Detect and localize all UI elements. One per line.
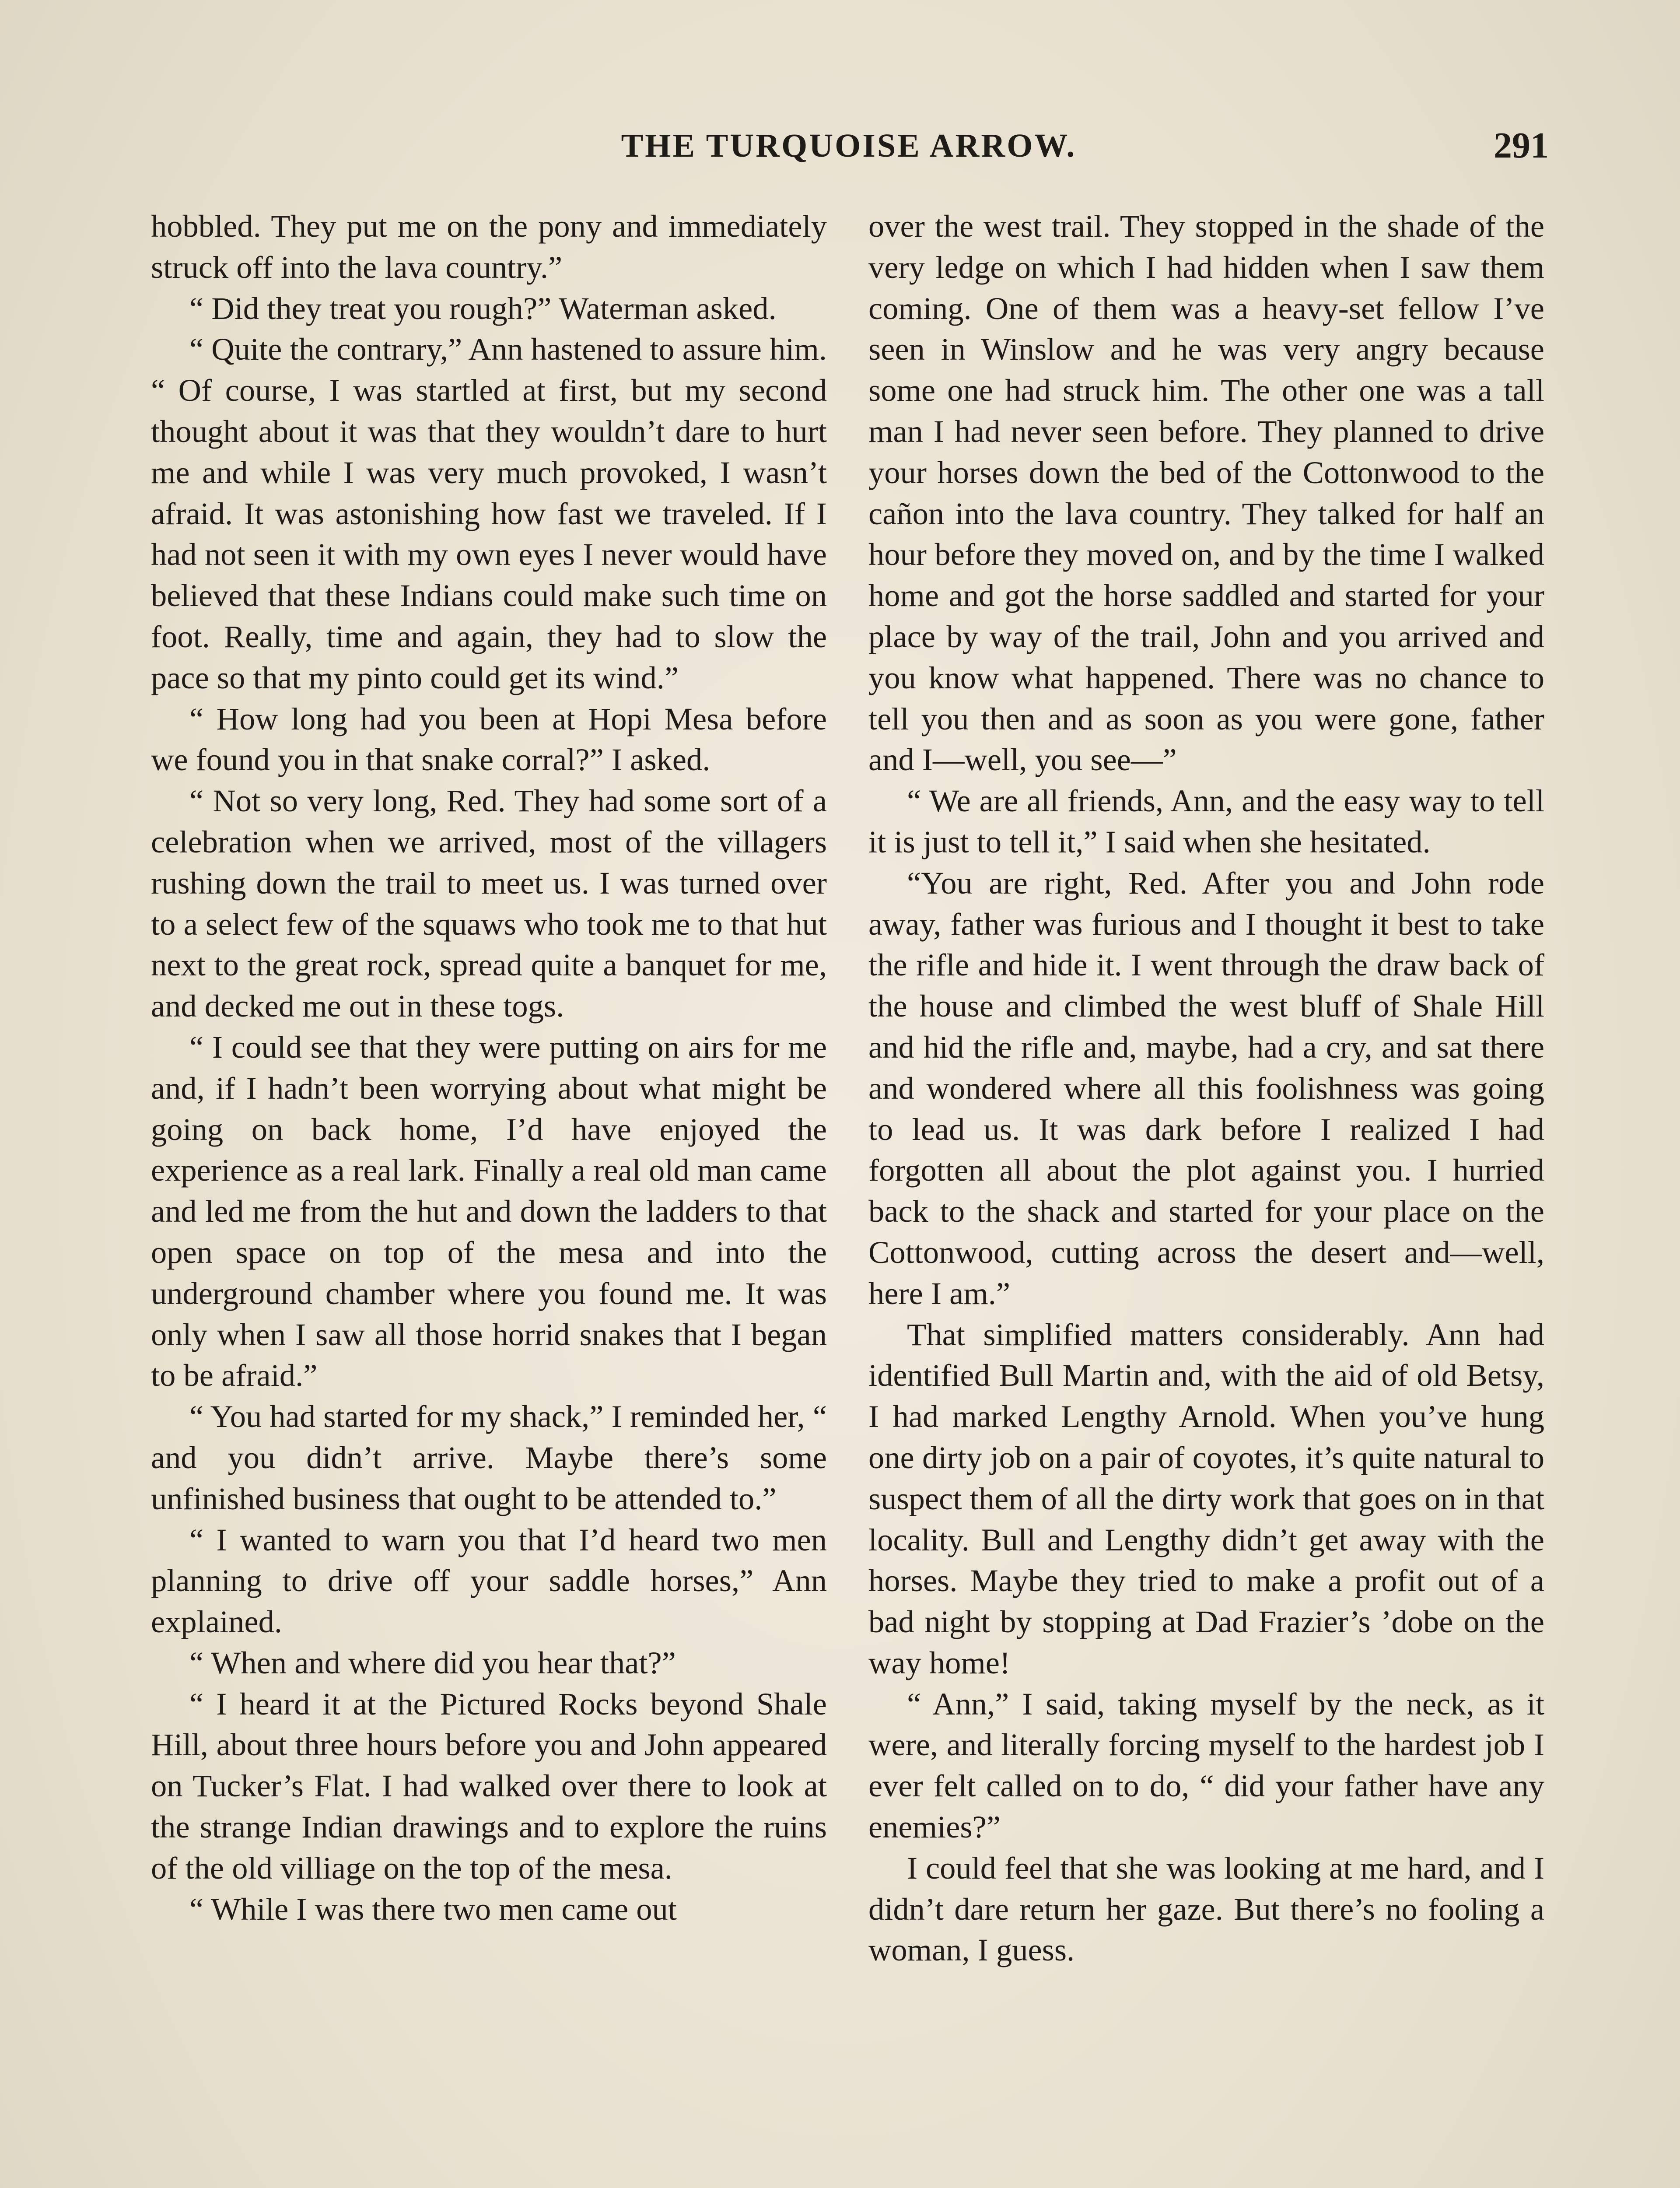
paragraph: “You are right, Red. After you and John rode away, father was furious and I thought it best to take the rifle and hide it. I went through the draw back of the house and climbed the west bluff of Shale Hill and hid the rifle and, maybe, had a cry, and sat there and wondered where all this foolishness was going to lead us. It was dark before I realized I had forgotten all about the plot against you. I hurried back to the shack and started for your place on the Cottonwood, cutting across the desert and—well, here I am.”	[868, 865, 1544, 1311]
paragraph: “ Not so very long, Red. They had some sort of a celebration when we arrived, most of the villagers rushing down the trail to meet us. I was turned over to a select few of the squaws who took me to that hut next to the great rock, spread quite a banquet for me, and decked me out in these togs.	[151, 783, 827, 1024]
paragraph: over the west trail. They stopped in the shade of the very ledge on which I had hidden when I saw them coming. One of them was a heavy-set fellow I’ve seen in Winslow and he was very angry because some one had struck him. The other one was a tall man I had never seen before. They planned to drive your horses down the bed of the Cottonwood to the cañon into the lava country. They talked for half an hour before they moved on, and by the time I walked home and got the horse saddled and started for your place by way of the trail, John and you arrived and you know what happened. There was no chance to tell you then and as soon as you were gone, father and I—well, you see—”	[868, 208, 1544, 778]
left-column	[151, 206, 827, 2188]
paragraph: “ How long had you been at Hopi Mesa before we found you in that snake corral?” I asked.	[151, 701, 827, 778]
running-title: THE TURQUOISE ARROW.	[621, 127, 1077, 164]
paragraph: “ Ann,” I said, taking myself by the neck, as it were, and literally forcing myself to the hardest job I ever felt called on to do, “ did your father have any enemies?”	[868, 1686, 1544, 1845]
paragraph: “ Did they treat you rough?” Waterman asked.	[189, 290, 777, 326]
text-columns	[151, 206, 1544, 2188]
page-header	[149, 127, 1549, 179]
paragraph: That simplified matters considerably. Ann had identified Bull Martin and, with the aid of old Betsy, I had marked Lengthy Arnold. When you’ve hung one dirty job on a pair of coyotes, it’s quite natural to suspect them of all the dirty work that goes on in that locality. Bull and Lengthy didn’t get away with the horses. Maybe they tried to make a profit out of a bad night by stopping at Dad Frazier’s ’dobe on the way home!	[868, 1316, 1544, 1680]
paragraph: “ Quite the contrary,” Ann hastened to assure him. “ Of course, I was startled at first, but my second thought about it was that they wouldn’t dare to hurt me and while I was very much provoked, I wasn’t afraid. It was astonishing how fast we traveled. If I had not seen it with my own eyes I never would have believed that these Indians could make such time on foot. Really, time and again, they had to slow the pace so that my pinto could get its wind.”	[151, 331, 827, 695]
paragraph: hobbled. They put me on the pony and immediately struck off into the lava country.”	[151, 208, 827, 285]
paragraph: “ I could see that they were putting on airs for me and, if I hadn’t been worrying about what might be going on back home, I’d have enjoyed the experience as a real lark. Finally a real old man came and led me from the hut and down the ladders to that open space on top of the mesa and into the underground chamber where you found me. It was only when I saw all those horrid snakes that I began to be afraid.”	[151, 1029, 827, 1393]
paragraph: “ We are all friends, Ann, and the easy way to tell it is just to tell it,” I said when she hesitated.	[868, 783, 1544, 859]
paragraph: “ I wanted to warn you that I’d heard two men planning to drive off your saddle horses,” Ann explained.	[151, 1522, 827, 1640]
paragraph: “ While I was there two men came out	[189, 1891, 677, 1927]
page-number: 291	[1494, 125, 1549, 166]
paragraph: “ I heard it at the Pictured Rocks beyond Shale Hill, about three hours before you and John appeared on Tucker’s Flat. I had walked over there to look at the strange Indian drawings and to explore the ruins of the old villiage on the top of the mesa.	[151, 1686, 827, 1886]
paragraph: “ When and where did you hear that?”	[189, 1645, 676, 1680]
paragraph: I could feel that she was looking at me hard, and I didn’t dare return her gaze. But there’s no fooling a woman, I guess.	[868, 1850, 1544, 1968]
paragraph: “ You had started for my shack,” I reminded her, “ and you didn’t arrive. Maybe there’s some unfinished business that ought to be attended to.”	[151, 1399, 827, 1516]
right-column	[868, 206, 1544, 2188]
